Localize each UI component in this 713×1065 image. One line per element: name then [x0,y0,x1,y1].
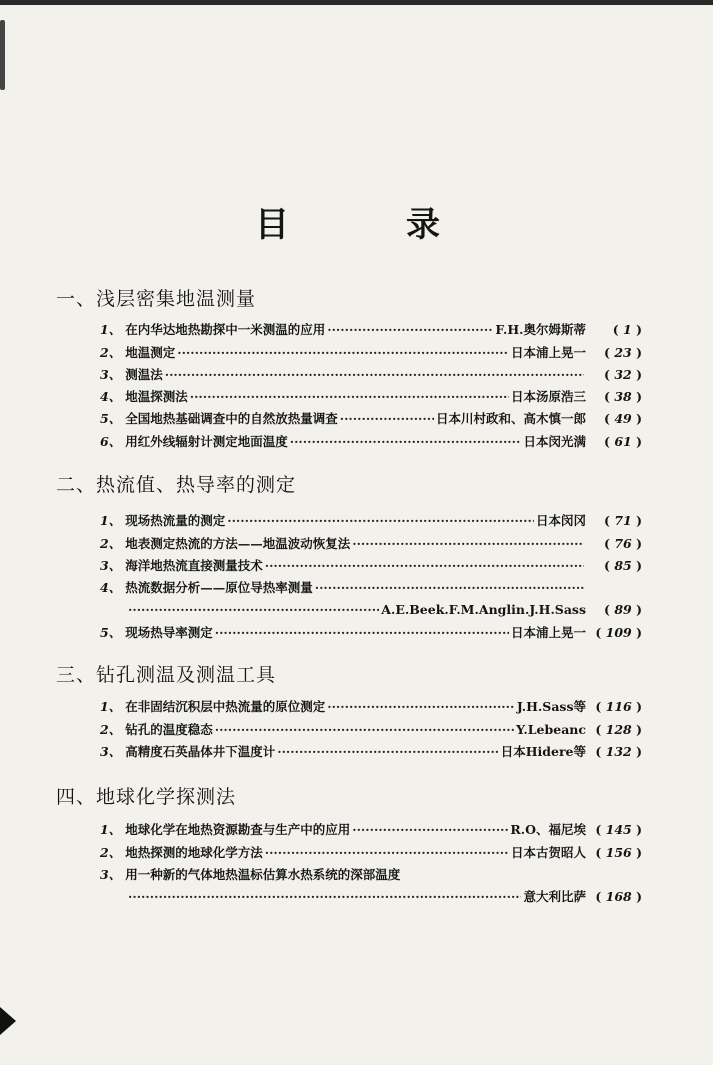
page-number: 156 [605,845,632,860]
entry-number: 3、 [100,867,122,882]
title-char-1: 目 [255,205,289,245]
scan-edge-mark [0,20,5,90]
entry-number: 6、 [100,434,122,449]
entry-number: 3、 [100,367,122,382]
entry-title: 在内华达地热勘探中一米测温的应用 [125,322,326,337]
page-number: 32 [614,367,632,382]
entry-author: F.H.奥尔姆斯蒂 [495,322,586,337]
page-number: 76 [614,536,632,551]
toc-entry-continuation[interactable] [128,600,642,620]
toc-entry[interactable] [100,820,642,840]
page-number: 132 [605,744,632,759]
dot-leader [315,578,584,598]
section-heading: 二、热流值、热导率的测定 [56,474,297,496]
section-heading: 一、浅层密集地温测量 [56,288,257,310]
entry-author: 日本闵冈 [535,513,586,528]
dot-leader [128,600,379,620]
entry-author: 意大利比萨 [523,889,586,904]
toc-entry[interactable] [100,320,642,340]
entry-title: 用红外线辐射计测定地面温度 [125,434,288,449]
entry-page: ( 145 ) [595,822,642,837]
entry-page: ( 49 ) [604,411,642,426]
entry-page: ( 85 ) [604,558,642,573]
entry-author: 日本古贺昭人 [510,845,586,860]
page-number: 116 [605,699,632,714]
entry-number: 2、 [100,845,122,860]
entry-page: ( 156 ) [595,845,642,860]
entry-page: ( 76 ) [604,536,642,551]
page-number: 145 [605,822,632,837]
section-heading: 四、地球化学探测法 [56,786,237,808]
entry-author: A.E.Beek.F.M.Anglin.J.H.Sass [381,602,586,617]
page-number: 38 [614,389,632,404]
entry-title: 热流数据分析——原位导热率测量 [125,580,313,595]
toc-entry[interactable] [100,511,642,531]
entry-page: ( 116 ) [595,699,642,714]
entry-page: ( 38 ) [604,389,642,404]
entry-author: 日本浦上晃一 [510,625,586,640]
dot-leader [215,720,514,740]
entry-page: ( 109 ) [595,625,642,640]
dot-leader [352,820,508,840]
corner-mark [0,1007,16,1035]
entry-number: 3、 [100,744,122,759]
toc-entry[interactable] [100,432,642,452]
entry-author: 日本Hidere等 [500,744,586,759]
entry-title: 海洋地热流直接测量技术 [125,558,263,573]
dot-leader [190,387,509,407]
entry-title: 现场热导率测定 [125,625,213,640]
entry-title: 钻孔的温度稳态 [125,722,213,737]
entry-number: 5、 [100,411,122,426]
page-number: 49 [614,411,632,426]
entry-author: 日本川村政和、高木慎一郎 [435,411,586,426]
dot-leader [290,432,522,452]
entry-author: 日本汤原浩三 [510,389,586,404]
entry-number: 1、 [100,822,122,837]
entry-page: ( 32 ) [604,367,642,382]
entry-author: 日本浦上晃一 [510,345,586,360]
dot-leader [265,843,509,863]
page-number: 61 [614,434,632,449]
entry-page: ( 89 ) [604,602,642,617]
page-number: 128 [605,722,632,737]
page-number: 168 [605,889,632,904]
entry-page: ( 61 ) [604,434,642,449]
entry-page: ( 132 ) [595,744,642,759]
entry-author: Y.Lebeanc [516,722,586,737]
page-number: 109 [605,625,632,640]
entry-page: ( 71 ) [604,513,642,528]
entry-title: 地表测定热流的方法——地温波动恢复法 [125,536,351,551]
entry-number: 4、 [100,580,122,595]
entry-title: 在非固结沉积层中热流量的原位测定 [125,699,326,714]
page-number: 23 [614,345,632,360]
entry-title: 地温测定 [125,345,176,360]
toc-entry-continuation[interactable] [128,887,642,907]
entry-title: 全国地热基础调查中的自然放热量调查 [125,411,338,426]
dot-leader [352,534,584,554]
dot-leader [327,697,515,717]
entry-number: 2、 [100,345,122,360]
dot-leader [277,742,498,762]
entry-title: 地热探测的地球化学方法 [125,845,263,860]
entry-number: 1、 [100,513,122,528]
toc-entry[interactable] [100,865,642,885]
entry-number: 2、 [100,536,122,551]
entry-page: ( 1 ) [612,322,642,337]
toc-entry[interactable] [100,409,642,429]
entry-title: 测温法 [125,367,163,382]
entry-author: J.H.Sass等 [516,699,586,714]
toc-entry[interactable] [100,742,642,762]
entry-page: ( 128 ) [595,722,642,737]
toc-entry[interactable] [100,365,642,385]
entry-number: 3、 [100,558,122,573]
page-number: 89 [614,602,632,617]
dot-leader [177,343,509,363]
top-border [0,0,713,5]
dot-leader [265,556,584,576]
toc-entry[interactable] [100,343,642,363]
entry-title: 地温探测法 [125,389,188,404]
toc-entry[interactable] [100,578,642,598]
page-title [0,200,713,250]
toc-entry[interactable] [100,697,642,717]
entry-author: 日本闵光满 [523,434,586,449]
entry-page: ( 168 ) [595,889,642,904]
page-number: 71 [614,513,632,528]
dot-leader [327,320,493,340]
dot-leader [128,887,521,907]
section-heading: 三、钻孔测温及测温工具 [56,664,277,686]
dot-leader [165,365,584,385]
page-number: 85 [614,558,632,573]
toc-entry[interactable] [100,556,642,576]
entry-number: 1、 [100,322,122,337]
entry-number: 5、 [100,625,122,640]
entry-title: 用一种新的气体地热温标估算水热系统的深部温度 [125,867,401,882]
dot-leader [340,409,434,429]
entry-number: 1、 [100,699,122,714]
toc-entry[interactable] [100,843,642,863]
toc-entry[interactable] [100,534,642,554]
dot-leader [227,511,534,531]
entry-number: 4、 [100,389,122,404]
title-char-2: 录 [406,205,440,245]
entry-page: ( 23 ) [604,345,642,360]
entry-title: 高精度石英晶体井下温度计 [125,744,276,759]
toc-entry[interactable] [100,387,642,407]
dot-leader [215,623,509,643]
entry-title: 现场热流量的测定 [125,513,226,528]
toc-entry[interactable] [100,720,642,740]
toc-entry[interactable] [100,623,642,643]
entry-author: R.O、福尼埃 [510,822,586,837]
page-number: 1 [623,322,632,337]
entry-number: 2、 [100,722,122,737]
entry-title: 地球化学在地热资源勘查与生产中的应用 [125,822,351,837]
